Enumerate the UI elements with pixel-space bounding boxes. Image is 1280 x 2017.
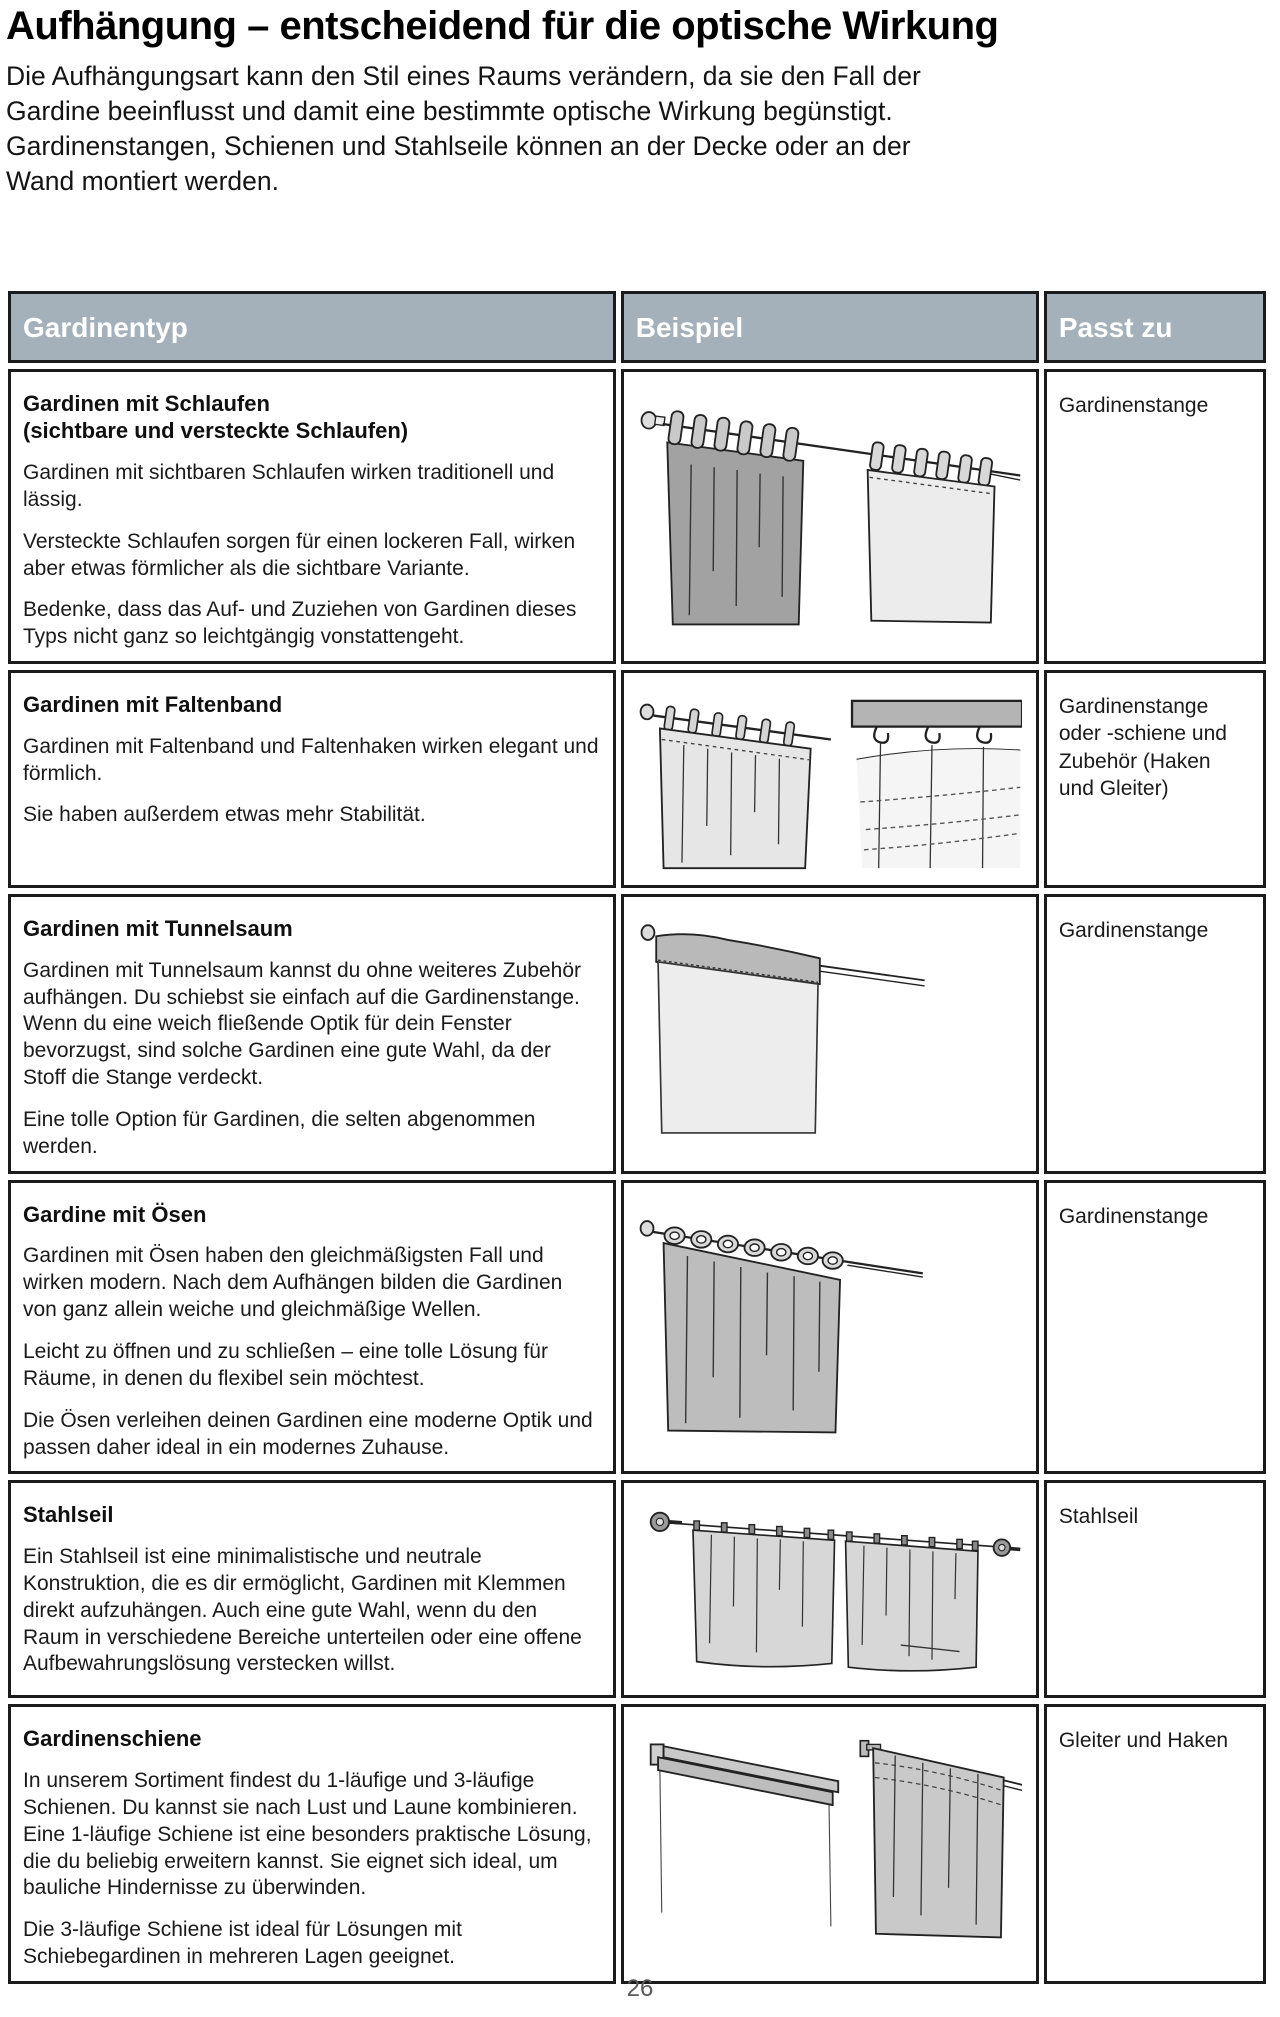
- rod-pocket-curtain-illustration: [636, 907, 1022, 1142]
- cell-passt-zu-schlaufen: [1044, 369, 1266, 664]
- cell-type-tunnelsaum: [8, 894, 616, 1174]
- curtain-type-description: Eine tolle Option für Gardinen, die selten abgenommen werden.: [23, 1108, 536, 1158]
- curtain-type-description: Versteckte Schlaufen sorgen für einen lockeren Fall, wirken aber etwas förmlicher als die sichtbare Variante.: [23, 529, 576, 580]
- cell-passt-zu-tunnelsaum: [1044, 894, 1266, 1174]
- cell-example-gardinenschiene: [621, 1704, 1039, 1984]
- curtain-type-description: Gardinen mit Faltenband und Faltenhaken wirken elegant und förmlich.: [23, 734, 599, 785]
- cell-type-gardinenschiene: [8, 1704, 616, 1984]
- table-row-oesen: [8, 1180, 1266, 1475]
- curtain-track-illustration: [636, 1717, 1022, 1952]
- steel-cable-curtains-illustration: [636, 1493, 1022, 1685]
- cell-type-faltenband: [8, 670, 616, 888]
- page-number: 26: [626, 1975, 654, 2002]
- curtain-type-title: Gardine mit Ösen: [23, 1201, 207, 1227]
- curtain-type-description: In unserem Sortiment findest du 1-läufige und 3-läufige Schienen. Du kannst sie nach Lust und Laune kombinieren. Eine 1-läufige Schiene ist eine besonders praktische Lösung, die du beliebig erweitern kannst. Sie eignet sich ideal, um bauliche Hindernisse zu überwinden.: [23, 1768, 592, 1900]
- curtain-type-title: Stahlseil: [23, 1502, 114, 1528]
- cell-example-faltenband: [621, 670, 1039, 888]
- cell-example-schlaufen: [621, 369, 1039, 664]
- curtain-type-description: Ein Stahlseil ist eine minimalistische und neutrale Konstruktion, die es dir ermöglicht, Gardinen mit Klemmen direkt aufzuhängen. Auch eine gute Wahl, wenn du den Raum in verschiedene Bereiche unterteilen oder eine offene Aufbewahrungslösung verstecken willst.: [23, 1544, 582, 1676]
- eyelet-curtain-illustration: [636, 1193, 1022, 1443]
- cell-example-oesen: [621, 1180, 1039, 1475]
- passt-zu-value: Gardinenstange: [1058, 919, 1209, 943]
- passt-zu-value: Gardinenstange: [1058, 393, 1209, 417]
- pleat-tape-curtain-illustration: [636, 683, 1022, 875]
- table-row-faltenband: [8, 670, 1266, 888]
- curtain-type-title: Gardinenschiene: [23, 1726, 202, 1752]
- table-row-stahlseil: [8, 1480, 1266, 1698]
- cell-example-stahlseil: [621, 1480, 1039, 1698]
- column-header-passt-zu: Passt zu: [1044, 291, 1266, 363]
- passt-zu-value: Gleiter und Haken: [1058, 1729, 1229, 1753]
- curtain-type-description: Bedenke, dass das Auf- und Zuziehen von Gardinen dieses Typs nicht ganz so leichtgängig vonstattengeht.: [23, 598, 577, 649]
- column-header-beispiel: Beispiel: [621, 291, 1039, 363]
- cell-type-schlaufen: [8, 369, 616, 664]
- curtain-hanging-table: [3, 285, 1271, 1990]
- curtain-type-title: Gardinen mit Schlaufen: [23, 390, 270, 416]
- curtain-type-subtitle: (sichtbare und versteckte Schlaufen): [23, 418, 409, 444]
- curtain-type-description: Die Ösen verleihen deinen Gardinen eine moderne Optik und passen daher ideal in ein modernes Zuhause.: [23, 1408, 593, 1459]
- cell-type-stahlseil: [8, 1480, 616, 1698]
- passt-zu-value: Stahlseil: [1058, 1505, 1139, 1529]
- passt-zu-value: Gardinenstange oder -schiene und Zubehör (Haken und Gleiter): [1058, 695, 1227, 801]
- tab-top-curtains-illustration: [636, 382, 1022, 637]
- intro-paragraph: Die Aufhängungsart kann den Stil eines Raums verändern, da sie den Fall der Gardine beeinflusst und damit eine bestimmte optische Wirkung begünstigt. Gardinenstangen, Schienen und Stahlseile können an der Decke oder an der Wand montiert werden.: [6, 61, 921, 196]
- cell-passt-zu-faltenband: [1044, 670, 1266, 888]
- cell-example-tunnelsaum: [621, 894, 1039, 1174]
- cell-passt-zu-gardinenschiene: [1044, 1704, 1266, 1984]
- passt-zu-value: Gardinenstange: [1058, 1204, 1209, 1228]
- curtain-type-description: Gardinen mit Ösen haben den gleichmäßigsten Fall und wirken modern. Nach dem Aufhängen bilden die Gardinen von ganz allein weiche und gleichmäßige Wellen.: [23, 1244, 563, 1321]
- cell-type-oesen: [8, 1180, 616, 1475]
- curtain-type-description: Leicht zu öffnen und zu schließen – eine tolle Lösung für Räume, in denen du flexibel sein möchtest.: [23, 1339, 548, 1390]
- curtain-type-title: Gardinen mit Tunnelsaum: [23, 916, 293, 942]
- curtain-type-description: Gardinen mit Tunnelsaum kannst du ohne weiteres Zubehör aufhängen. Du schiebst sie einfach auf die Gardinenstange. Wenn du eine weich fließende Optik für dein Fenster bevorzugst, sind solche Gardinen eine gute Wahl, da der Stoff die Stange verdeckt.: [23, 958, 581, 1090]
- table-row-gardinenschiene: [8, 1704, 1266, 1984]
- curtain-type-description: Gardinen mit sichtbaren Schlaufen wirken traditionell und lässig.: [23, 460, 555, 511]
- cell-passt-zu-oesen: [1044, 1180, 1266, 1475]
- cell-passt-zu-stahlseil: [1044, 1480, 1266, 1698]
- column-header-gardinentyp: Gardinentyp: [8, 291, 616, 363]
- table-row-tunnelsaum: [8, 894, 1266, 1174]
- table-header-row: [8, 291, 1266, 363]
- curtain-type-description: Sie haben außerdem etwas mehr Stabilität.: [23, 803, 426, 827]
- page-title: Aufhängung – entscheidend für die optische Wirkung: [6, 4, 999, 48]
- curtain-type-title: Gardinen mit Faltenband: [23, 692, 283, 718]
- curtain-type-description: Die 3-läufige Schiene ist ideal für Lösungen mit Schiebegardinen in mehreren Lagen geeignet.: [23, 1918, 462, 1969]
- table-row-schlaufen: [8, 369, 1266, 664]
